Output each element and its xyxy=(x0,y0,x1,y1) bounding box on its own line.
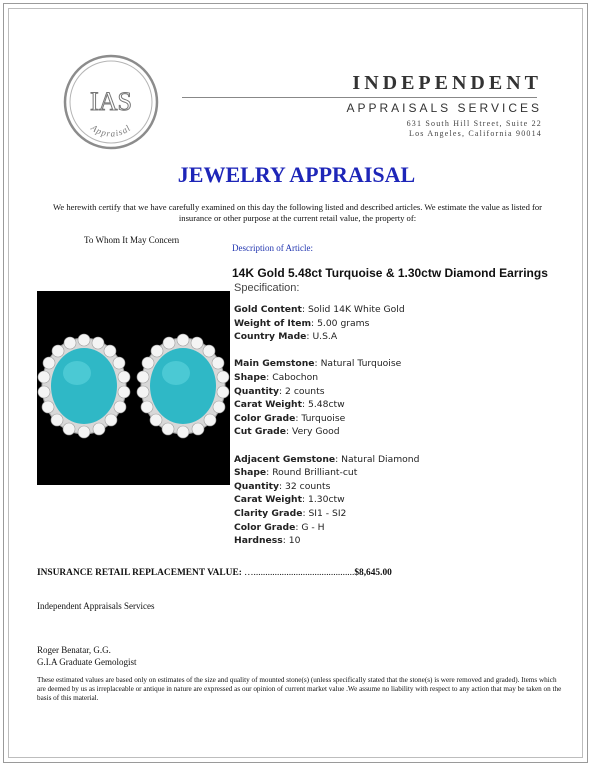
spec-row xyxy=(234,493,419,507)
spec-key: Shape xyxy=(234,467,267,479)
company-subtitle: APPRAISALS SERVICES xyxy=(346,101,542,115)
spec-separator: : xyxy=(302,507,309,519)
specification-list xyxy=(234,303,419,548)
spec-key: Gold Content xyxy=(234,304,302,315)
spec-value: 1.30ctw xyxy=(308,494,345,506)
recipient: To Whom It May Concern xyxy=(84,235,180,245)
spec-key: Carat Weight xyxy=(234,399,302,411)
spec-value: Very Good xyxy=(292,426,340,438)
spec-key: Main Gemstone xyxy=(234,358,315,370)
spec-separator: : xyxy=(306,331,313,343)
spec-key: Carat Weight xyxy=(234,494,302,506)
document-title: JEWELRY APPRAISAL xyxy=(177,162,416,187)
ias-logo xyxy=(63,54,159,150)
value-amount: $8,645.00 xyxy=(354,568,392,578)
earrings-photo xyxy=(37,291,230,485)
spec-key: Cut Grade xyxy=(234,426,286,438)
spec-value: Cabochon xyxy=(272,371,319,383)
spec-row xyxy=(234,521,419,535)
signature-company: Independent Appraisals Services xyxy=(37,601,155,611)
spec-value: Solid 14K White Gold xyxy=(307,304,405,315)
company-address xyxy=(322,119,542,139)
spec-key: Quantity xyxy=(234,480,280,492)
company-header xyxy=(322,72,542,139)
appraiser-block xyxy=(37,644,136,668)
spec-value: Natural Turquoise xyxy=(320,358,402,370)
spec-row xyxy=(234,507,419,521)
logo-text: IAS xyxy=(90,87,132,116)
spec-key: Hardness xyxy=(234,535,283,547)
spec-row xyxy=(234,303,419,317)
spec-key: Clarity Grade xyxy=(234,507,303,519)
spec-row xyxy=(234,453,419,467)
header-rule xyxy=(182,97,537,98)
spec-separator: : xyxy=(295,521,302,533)
spec-separator: : xyxy=(301,304,308,315)
spec-value: 2 counts xyxy=(285,385,325,397)
description-label: Description of Article: xyxy=(232,243,313,253)
spec-separator: : xyxy=(266,371,273,383)
spec-separator: : xyxy=(279,385,286,397)
spec-row xyxy=(234,357,419,371)
spec-row xyxy=(234,412,419,426)
spec-value: 5.48ctw xyxy=(308,399,345,411)
spec-value: 5.00 grams xyxy=(317,317,370,329)
value-label: INSURANCE RETAIL REPLACEMENT VALUE: xyxy=(37,568,242,578)
spec-row xyxy=(234,371,419,385)
spec-key: Quantity xyxy=(234,385,280,397)
spec-row xyxy=(234,480,419,494)
spec-key: Adjacent Gemstone xyxy=(234,453,336,465)
spec-separator: : xyxy=(279,480,286,492)
specification-label: Specification: xyxy=(234,282,300,294)
spec-key: Country Made xyxy=(234,331,307,343)
spec-separator: : xyxy=(335,453,342,465)
spec-separator: : xyxy=(266,467,273,479)
spec-key: Shape xyxy=(234,371,267,383)
spec-key: Color Grade xyxy=(234,521,296,533)
spec-key: Color Grade xyxy=(234,412,296,424)
company-name: INDEPENDENT xyxy=(352,72,542,94)
spec-row xyxy=(234,398,419,412)
article-title: 14K Gold 5.48ct Turquoise & 1.30ctw Diamond Earrings xyxy=(232,266,548,280)
appraiser-title: G.I.A Graduate Gemologist xyxy=(37,657,137,667)
spec-row xyxy=(234,330,419,344)
spec-value: Round Brilliant-cut xyxy=(272,467,358,479)
insurance-value-line xyxy=(37,568,392,578)
spec-separator: : xyxy=(285,426,292,438)
spec-value: Natural Diamond xyxy=(341,453,420,465)
spec-value: U.S.A xyxy=(312,331,338,343)
certification-text: We herewith certify that we have carefully examined on this day the following listed and described articles. We estimate the value as listed for insurance or other purpose at the current retail value, the property of: xyxy=(52,202,543,223)
disclaimer: These estimated values are based only on estimates of the size and quality of mounted stone(s) (unless specifically stated that the stone(s) is were removed and graded). Items which are deemed by us as irreplaceable or antique in nature are expressed as our opinion of current market value .We assume no liability with respect to any action that may be taken on the basis of this material. xyxy=(37,676,562,702)
spec-row xyxy=(234,534,419,548)
spec-value: 32 counts xyxy=(285,480,331,492)
spec-value: Turquoise xyxy=(301,412,346,424)
spec-separator: : xyxy=(282,535,289,547)
spec-key: Weight of Item xyxy=(234,317,312,329)
appraiser-name: Roger Benatar, G.G. xyxy=(37,645,111,655)
spec-separator: : xyxy=(314,358,321,370)
address-line-1: 631 South Hill Street, Suite 22 xyxy=(406,119,542,128)
spec-separator: : xyxy=(295,412,302,424)
spec-value: 10 xyxy=(288,535,301,547)
address-line-2: Los Angeles, California 90014 xyxy=(408,129,542,138)
spec-gap xyxy=(234,344,419,358)
value-dots: …........................................... xyxy=(244,568,355,578)
spec-row xyxy=(234,385,419,399)
spec-separator: : xyxy=(301,494,308,506)
spec-row xyxy=(234,425,419,439)
spec-separator: : xyxy=(301,399,308,411)
svg-text:Appraisal xyxy=(88,122,132,139)
spec-value: SI1 - SI2 xyxy=(308,507,347,519)
spec-gap xyxy=(234,439,419,453)
spec-row xyxy=(234,317,419,331)
spec-separator: : xyxy=(311,317,318,329)
spec-row xyxy=(234,466,419,480)
spec-value: G - H xyxy=(301,521,325,533)
logo-arc-text: Appraisal xyxy=(89,122,133,139)
